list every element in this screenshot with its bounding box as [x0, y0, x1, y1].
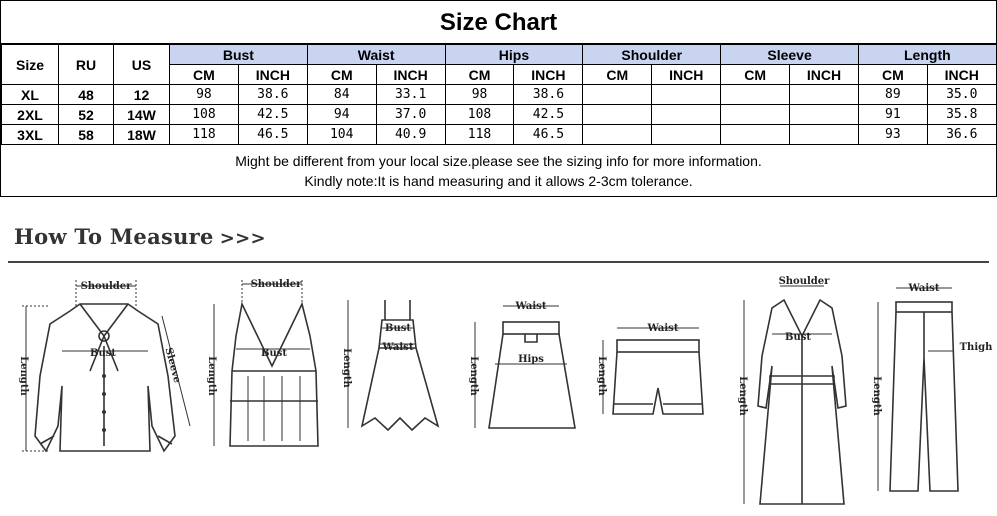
label-bust: Bust — [90, 348, 116, 359]
unit-header: INCH — [514, 65, 583, 85]
coat-diagram — [732, 276, 862, 511]
cell-value — [583, 105, 652, 125]
cell-value: 108 — [445, 105, 514, 125]
label-sleeve: Sleeve — [162, 346, 183, 385]
cell-value: 84 — [307, 85, 376, 105]
label-waist: Waist — [647, 323, 679, 334]
cell-value: 38.6 — [514, 85, 583, 105]
chevrons-icon: >>> — [219, 228, 266, 249]
cell-value: 37.0 — [376, 105, 445, 125]
cell-value — [721, 125, 790, 145]
header-us: US — [114, 45, 170, 85]
cell-value: 89 — [858, 85, 927, 105]
table-row — [2, 125, 997, 145]
label-shoulder: Shoulder — [778, 276, 830, 287]
cell-value — [652, 125, 721, 145]
cell-value: 98 — [170, 85, 239, 105]
cell-value: 40.9 — [376, 125, 445, 145]
unit-header: CM — [307, 65, 376, 85]
label-waist: Waist — [908, 283, 940, 294]
label-bust: Bust — [385, 323, 411, 334]
blouse-diagram — [10, 276, 200, 486]
cell-value — [652, 105, 721, 125]
unit-header: CM — [170, 65, 239, 85]
divider — [8, 261, 989, 263]
cell-size: 2XL — [2, 105, 59, 125]
header-shoulder: Shoulder — [583, 45, 721, 65]
unit-header: INCH — [927, 65, 996, 85]
cell-value: 33.1 — [376, 85, 445, 105]
label-waist: Waist — [515, 301, 547, 312]
cell-value: 38.6 — [238, 85, 307, 105]
label-thigh: Thigh — [959, 342, 993, 353]
cell-value — [790, 85, 859, 105]
cell-value — [721, 105, 790, 125]
table-row — [2, 85, 997, 105]
cell-us: 18W — [114, 125, 170, 145]
cell-value: 98 — [445, 85, 514, 105]
cell-value — [583, 125, 652, 145]
label-shoulder: Shoulder — [80, 281, 132, 292]
header-bust: Bust — [170, 45, 308, 65]
cell-ru: 48 — [59, 85, 114, 105]
unit-header: INCH — [652, 65, 721, 85]
tank-top-diagram — [200, 276, 325, 456]
label-shoulder: Shoulder — [250, 279, 302, 290]
cell-value: 91 — [858, 105, 927, 125]
cell-value: 46.5 — [238, 125, 307, 145]
label-length: Length — [596, 356, 607, 396]
cell-value — [790, 105, 859, 125]
cell-size: 3XL — [2, 125, 59, 145]
unit-header: CM — [445, 65, 514, 85]
cell-value: 42.5 — [514, 105, 583, 125]
how-to-measure-text: How To Measure — [14, 224, 214, 249]
unit-header: CM — [583, 65, 652, 85]
cell-value: 104 — [307, 125, 376, 145]
unit-header: INCH — [238, 65, 307, 85]
unit-header: CM — [721, 65, 790, 85]
cell-value: 108 — [170, 105, 239, 125]
cell-value: 42.5 — [238, 105, 307, 125]
unit-header: CM — [858, 65, 927, 85]
cell-us: 14W — [114, 105, 170, 125]
header-waist: Waist — [307, 45, 445, 65]
size-table — [1, 44, 997, 145]
header-hips: Hips — [445, 45, 583, 65]
note-line-1: Might be different from your local size.please see the sizing info for more information. — [235, 153, 762, 169]
label-bust: Bust — [261, 348, 287, 359]
header-size: Size — [2, 45, 59, 85]
unit-header: INCH — [376, 65, 445, 85]
header-length: Length — [858, 45, 996, 65]
size-chart — [0, 0, 997, 197]
label-length: Length — [871, 376, 882, 416]
label-length: Length — [18, 356, 29, 396]
cell-value: 94 — [307, 105, 376, 125]
label-length: Length — [737, 376, 748, 416]
cell-value: 35.8 — [927, 105, 996, 125]
cell-value: 118 — [445, 125, 514, 145]
notes — [1, 145, 996, 191]
cell-value: 35.0 — [927, 85, 996, 105]
shorts-diagram — [595, 318, 715, 428]
note-line-2: Kindly note:It is hand measuring and it allows 2-3cm tolerance. — [304, 173, 693, 189]
cell-value — [790, 125, 859, 145]
cell-value: 36.6 — [927, 125, 996, 145]
chart-title: Size Chart — [1, 1, 996, 44]
label-hips: Hips — [518, 354, 544, 365]
label-waist: Waist — [382, 342, 414, 353]
label-bust: Bust — [785, 332, 811, 343]
header-ru: RU — [59, 45, 114, 85]
skirt-diagram — [465, 296, 580, 436]
cell-size: XL — [2, 85, 59, 105]
cell-value: 118 — [170, 125, 239, 145]
dress-diagram — [340, 298, 455, 438]
cell-value — [652, 85, 721, 105]
label-length: Length — [468, 356, 479, 396]
unit-header: INCH — [790, 65, 859, 85]
cell-ru: 58 — [59, 125, 114, 145]
how-to-measure — [0, 198, 997, 516]
cell-value: 93 — [858, 125, 927, 145]
cell-value — [583, 85, 652, 105]
header-sleeve: Sleeve — [721, 45, 859, 65]
trousers-diagram — [868, 276, 993, 501]
cell-us: 12 — [114, 85, 170, 105]
label-length: Length — [206, 356, 217, 396]
table-row — [2, 105, 997, 125]
cell-ru: 52 — [59, 105, 114, 125]
cell-value: 46.5 — [514, 125, 583, 145]
label-length: Length — [341, 348, 352, 388]
how-to-measure-title — [14, 224, 266, 249]
cell-value — [721, 85, 790, 105]
